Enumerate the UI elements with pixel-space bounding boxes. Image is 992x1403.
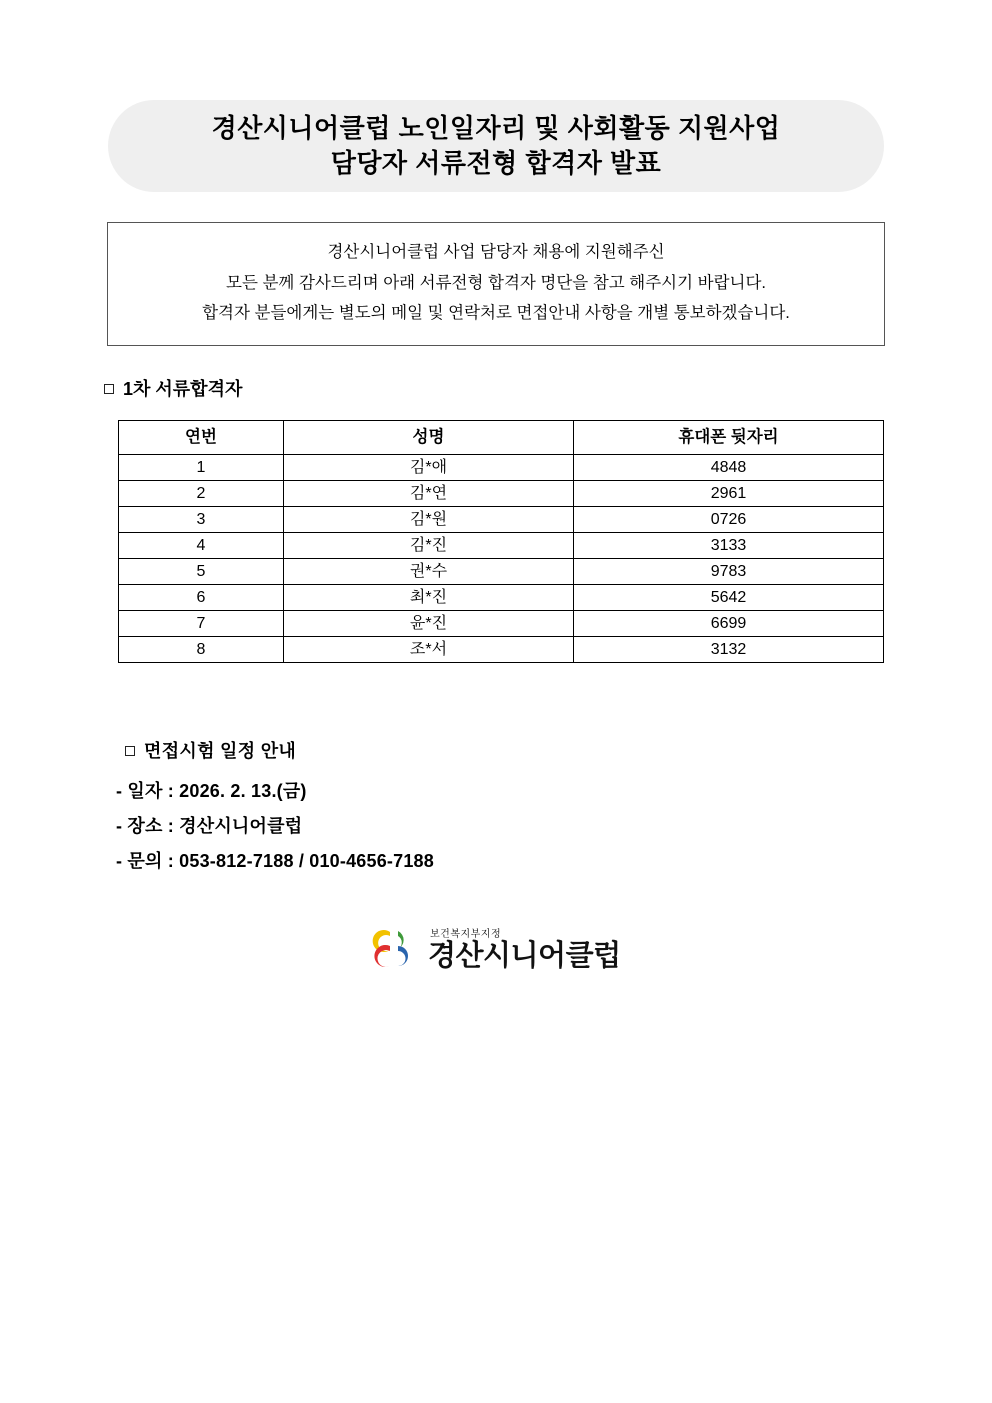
- table-row: [119, 507, 884, 533]
- table-row: [119, 637, 884, 663]
- cell-phone: 3133: [574, 533, 884, 559]
- table-row: [119, 455, 884, 481]
- cell-name: 김*연: [284, 481, 574, 507]
- notice-box: [107, 222, 885, 346]
- table-row: [119, 585, 884, 611]
- results-table: [118, 420, 884, 663]
- table-header-row: [119, 421, 884, 455]
- column-header-no: 연번: [119, 421, 284, 455]
- cell-no: 4: [119, 533, 284, 559]
- cell-no: 8: [119, 637, 284, 663]
- square-bullet-icon: [125, 746, 135, 756]
- cell-phone: 3132: [574, 637, 884, 663]
- logo-mark-icon: [372, 928, 420, 972]
- cell-no: 5: [119, 559, 284, 585]
- cell-phone: 5642: [574, 585, 884, 611]
- results-table-container: [118, 420, 883, 663]
- interview-info-block: [116, 737, 434, 879]
- cell-name: 김*원: [284, 507, 574, 533]
- cell-no: 3: [119, 507, 284, 533]
- title-line-1: 경산시니어클럽 노인일자리 및 사회활동 지원사업: [211, 113, 781, 144]
- interview-place: - 장소 : 경산시니어클럽: [116, 816, 303, 837]
- organization-logo: [372, 920, 632, 980]
- cell-name: 조*서: [284, 637, 574, 663]
- cell-no: 2: [119, 481, 284, 507]
- cell-no: 6: [119, 585, 284, 611]
- cell-name: 김*진: [284, 533, 574, 559]
- notice-line-2: 모든 분께 감사드리며 아래 서류전형 합격자 명단을 참고 해주시기 바랍니다.: [226, 273, 766, 292]
- cell-no: 1: [119, 455, 284, 481]
- interview-contact: - 문의 : 053-812-7188 / 010-4656-7188: [116, 851, 434, 872]
- table-row: [119, 533, 884, 559]
- cell-name: 김*애: [284, 455, 574, 481]
- logo-superscript: 보건복지부지정: [430, 928, 502, 940]
- cell-name: 윤*진: [284, 611, 574, 637]
- interview-date: - 일자 : 2026. 2. 13.(금): [116, 781, 307, 801]
- cell-phone: 4848: [574, 455, 884, 481]
- title-line-2: 담당자 서류전형 합격자 발표: [330, 148, 662, 178]
- cell-name: 최*진: [284, 585, 574, 611]
- cell-phone: 9783: [574, 559, 884, 585]
- title-banner: [108, 100, 884, 192]
- notice-line-3: 합격자 분들에게는 별도의 메일 및 연락처로 면접안내 사항을 개별 통보하겠습니다.: [202, 304, 790, 323]
- column-header-phone: 휴대폰 뒷자리: [574, 421, 884, 455]
- cell-phone: 2961: [574, 481, 884, 507]
- section-heading-label: 1차 서류합격자: [123, 379, 243, 399]
- table-row: [119, 559, 884, 585]
- cell-phone: 6699: [574, 611, 884, 637]
- section-heading-first-round: [104, 375, 242, 401]
- table-row: [119, 611, 884, 637]
- column-header-name: 성명: [284, 421, 574, 455]
- interview-heading: [125, 737, 434, 763]
- square-bullet-icon: [104, 384, 114, 394]
- interview-heading-label: 면접시험 일정 안내: [144, 741, 297, 761]
- cell-phone: 0726: [574, 507, 884, 533]
- cell-name: 권*수: [284, 559, 574, 585]
- notice-line-1: 경산시니어클럽 사업 담당자 채용에 지원해주신: [327, 243, 665, 261]
- logo-text: [428, 930, 621, 971]
- table-row: [119, 481, 884, 507]
- logo-name: 경산시니어클럽: [428, 939, 621, 972]
- cell-no: 7: [119, 611, 284, 637]
